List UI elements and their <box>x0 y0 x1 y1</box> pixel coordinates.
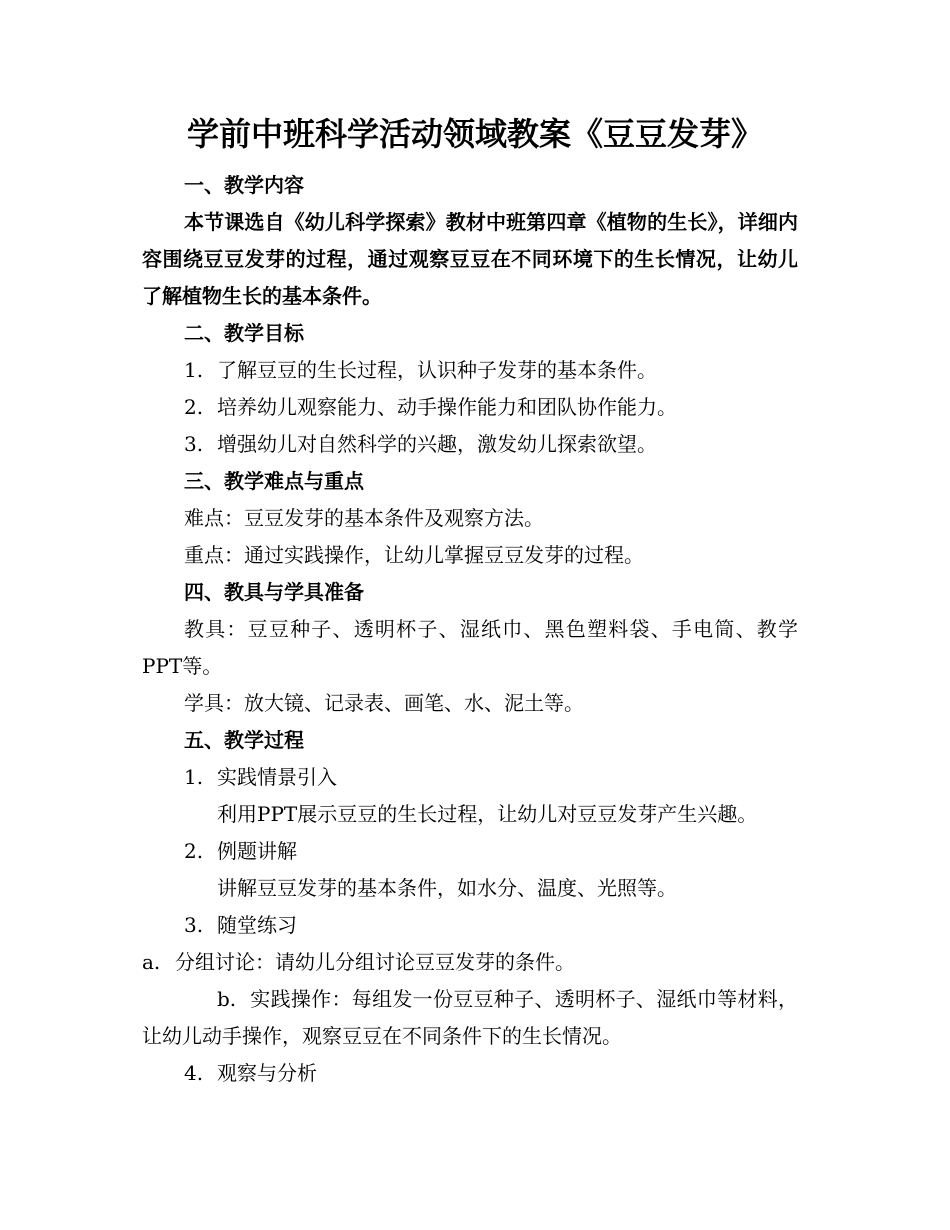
teaching-aids-text: 教具：豆豆种子、透明杯子、湿纸巾、黑色塑料袋、手电筒、教学PPT等。 <box>142 617 798 678</box>
section-paragraph: 本节课选自《幼儿科学探索》教材中班第四章《植物的生长》，详细内容围绕豆豆发芽的过程，通过观察豆豆在不同环境下的生长情况，让幼儿了解植物生长的基本条件。 <box>142 210 798 308</box>
key-point-text: 重点：通过实践操作，让幼儿掌握豆豆发芽的过程。 <box>184 543 644 567</box>
learning-aids-text: 学具：放大镜、记录表、画笔、水、泥土等。 <box>184 691 584 715</box>
step-title: 2. 例题讲解 <box>184 839 297 863</box>
section-heading: 三、教学难点与重点 <box>184 469 364 493</box>
step-title: 1. 实践情景引入 <box>184 765 337 789</box>
section-heading: 二、教学目标 <box>184 321 304 345</box>
list-item: 1. 了解豆豆的生长过程，认识种子发芽的基本条件。 <box>184 358 657 382</box>
practice-item: a. 分组讨论：请幼儿分组讨论豆豆发芽的条件。 <box>142 950 575 974</box>
document-body <box>142 167 798 1092</box>
step-title: 3. 随堂练习 <box>184 913 297 937</box>
section-heading: 五、教学过程 <box>184 728 304 752</box>
step-title: 4. 观察与分析 <box>184 1061 317 1085</box>
difficulty-text: 难点：豆豆发芽的基本条件及观察方法。 <box>184 506 544 530</box>
list-item: 3. 增强幼儿对自然科学的兴趣，激发幼儿探索欲望。 <box>184 432 657 456</box>
step-detail: 讲解豆豆发芽的基本条件，如水分、温度、光照等。 <box>217 876 677 900</box>
section-heading: 四、教具与学具准备 <box>184 580 364 604</box>
document-title: 学前中班科学活动领域教案《豆豆发芽》 <box>186 115 763 153</box>
list-item: 2. 培养幼儿观察能力、动手操作能力和团队协作能力。 <box>184 395 677 419</box>
section-heading: 一、教学内容 <box>184 173 304 197</box>
practice-item: b. 实践操作：每组发一份豆豆种子、透明杯子、湿纸巾等材料，让幼儿动手操作，观察豆豆在不同条件下的生长情况。 <box>142 987 798 1048</box>
step-detail: 利用PPT展示豆豆的生长过程，让幼儿对豆豆发芽产生兴趣。 <box>217 802 758 826</box>
